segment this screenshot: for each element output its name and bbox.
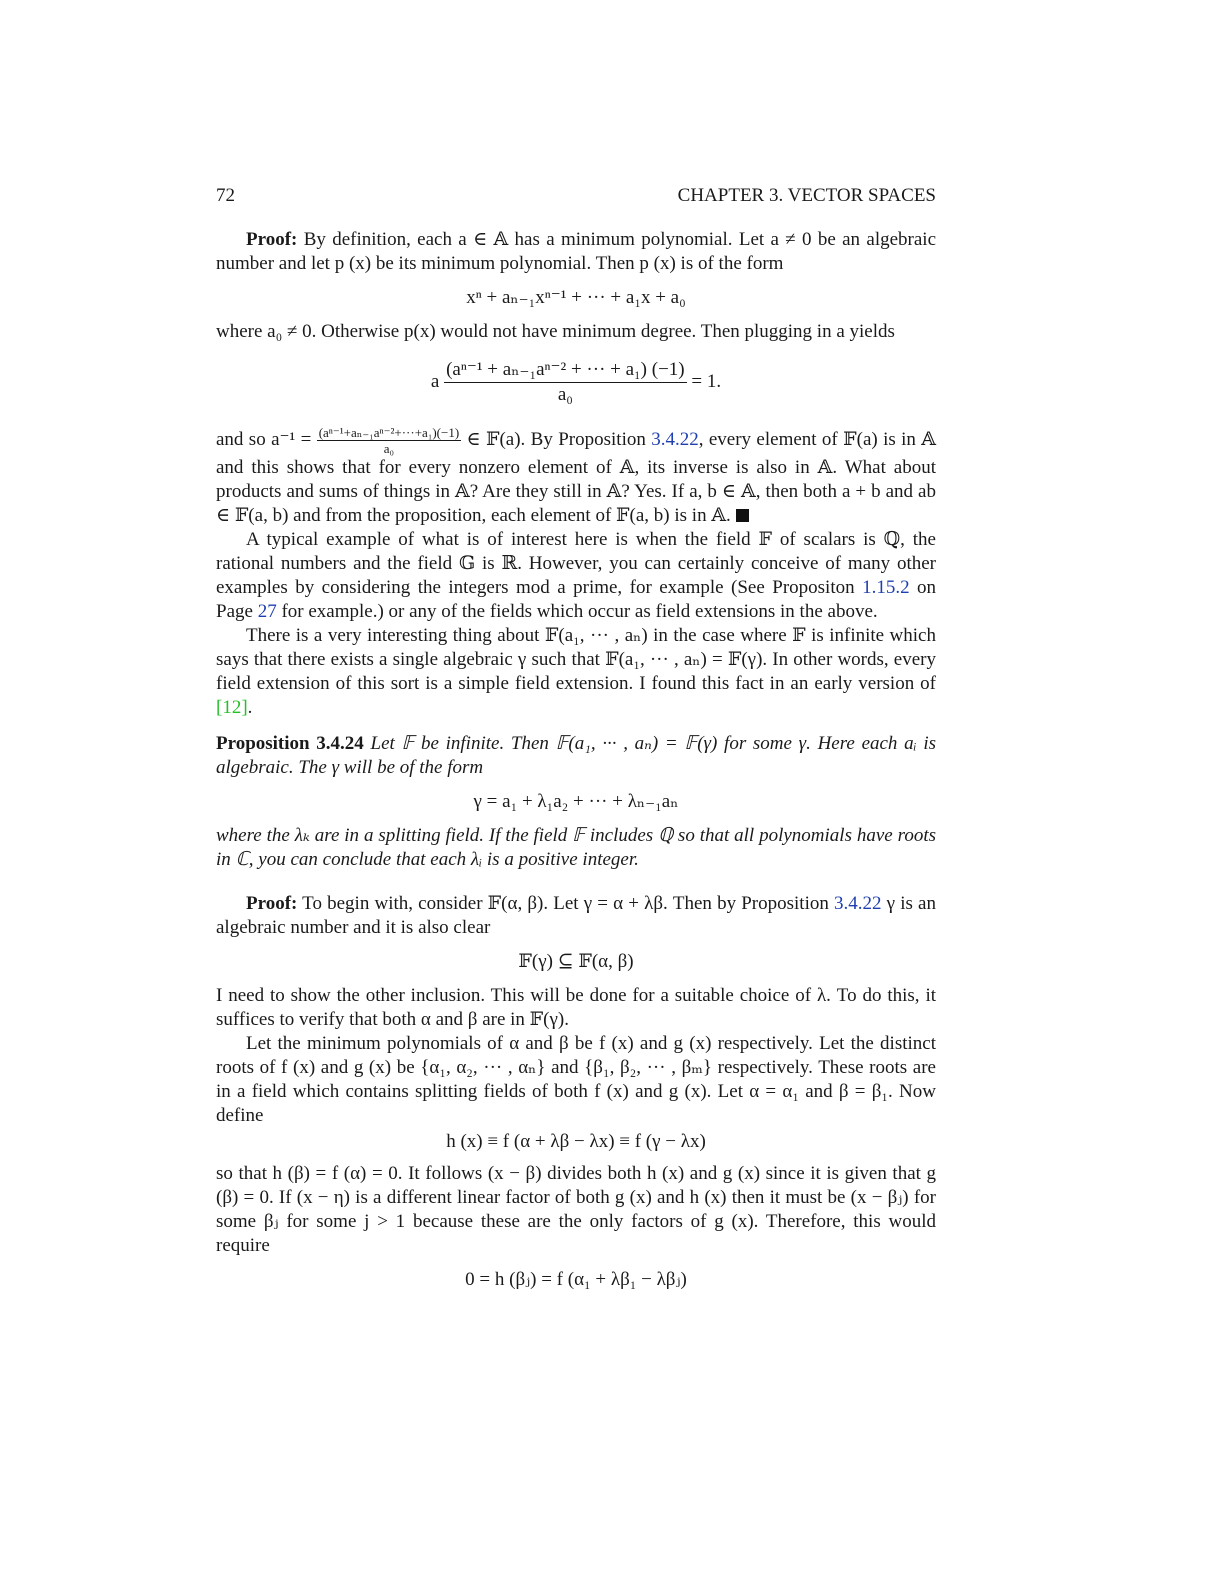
proof2-text1: To begin with, consider 𝔽(α, β). Let γ = α + λβ. Then by Proposition xyxy=(302,893,829,914)
proposition-text2 xyxy=(216,824,936,872)
equation-plug-in xyxy=(216,358,936,407)
eq-suffix: = 1. xyxy=(691,370,722,392)
paragraph-inverse xyxy=(216,425,936,528)
equation-minimum-polynomial: xⁿ + aₙ₋₁xⁿ⁻¹ + ··· + a₁x + a₀ xyxy=(466,287,686,308)
proof2-text3: I need to show the other inclusion. This will be done for a suitable choice of λ. To do this, it suffices to verify that both α and β are in 𝔽(γ). xyxy=(216,985,936,1030)
para3-mid: ∈ 𝔽(a). By Proposition xyxy=(466,428,646,450)
eq-denominator: a₀ xyxy=(557,384,573,405)
proof-paragraph-1 xyxy=(216,228,936,276)
proof-paragraph-2 xyxy=(216,892,936,940)
qed-symbol xyxy=(736,509,749,522)
propositon-link[interactable]: 1.15.2 xyxy=(862,577,910,598)
paragraph-interesting xyxy=(216,624,936,720)
page-number: 72 xyxy=(216,185,235,206)
proof2-text2: γ is an algebraic number and it is also clear xyxy=(216,893,936,938)
para4-text1: A typical example of what is of interest here is when the field 𝔽 of scalars is ℚ, the rational numbers and the field 𝔾 is ℝ. However, you can certainly conceive of many other examples by considering the integers mod a prime, for example (See Propositon xyxy=(216,529,936,598)
proposition-text2-em: where the λₖ are in a splitting field. If the field 𝔽 includes ℚ so that all polynomials have roots in ℂ, you can conclude that each λᵢ is a positive integer. xyxy=(216,825,936,870)
para5-text1: There is a very interesting thing about 𝔽(a₁, ··· , aₙ) in the case where 𝔽 is infinite which says that there exists a single algebraic γ such that 𝔽(a₁, ··· , aₙ) = 𝔽(γ). In other words, every field extension of this sort is a simple field extension. I found this fact in an early version of xyxy=(216,625,936,694)
equation-gamma: γ = a₁ + λ₁a₂ + ··· + λₙ₋₁aₙ xyxy=(473,791,679,812)
equation-h-definition: h (x) ≡ f (α + λβ − λx) ≡ f (γ − λx) xyxy=(446,1131,706,1152)
proof2-text5: so that h (β) = f (α) = 0. It follows (x − β) divides both h (x) and g (x) since it is given that g (β) = 0. If (x − η) is a different linear factor of both g (x) and h (x) then it must be (x − βⱼ) for some βⱼ for some j > 1 because these are the only factors of g (x). Therefore, this would require xyxy=(216,1163,936,1256)
proposition-link-2[interactable]: 3.4.22 xyxy=(834,893,882,914)
citation-link[interactable]: [12] xyxy=(216,697,248,718)
proof2-text4: Let the minimum polynomials of α and β be f (x) and g (x) respectively. Let the distinct roots of f (x) and g (x) be {α₁, α₂, ··· , αₙ} and {β₁, β₂, ··· , βₘ} respectively. These roots are in a field which contains splitting fields of both f (x) and g (x). Let α = α₁ and β = β₁. Now define xyxy=(216,1033,936,1126)
proof-label: Proof: xyxy=(246,229,298,250)
inline-fraction xyxy=(317,425,461,456)
proposition-statement xyxy=(216,732,936,780)
para4-text3: for example.) or any of the fields which occur as field extensions in the above. xyxy=(281,601,878,622)
eq-prefix: a xyxy=(430,370,440,392)
proposition-label: Proposition 3.4.24 xyxy=(216,733,364,754)
chapter-title: CHAPTER 3. VECTOR SPACES xyxy=(677,185,936,206)
para5-text2: . xyxy=(247,697,253,718)
inline-frac-num: (aⁿ⁻¹+aₙ₋₁aⁿ⁻²+···+a₁)(−1) xyxy=(318,425,460,440)
page-link[interactable]: 27 xyxy=(257,601,277,622)
running-header xyxy=(216,184,936,208)
proof2-label: Proof: xyxy=(246,893,298,914)
inline-frac-den: a₀ xyxy=(383,441,395,456)
proposition-text1: Let 𝔽 be infinite. Then 𝔽(a₁, ··· , aₙ) = 𝔽(γ) for some γ. Here each aᵢ is algebraic. The γ will be of the form xyxy=(216,733,937,778)
text-where: where a₀ ≠ 0. Otherwise p(x) would not have minimum degree. Then plugging in a yields xyxy=(216,321,895,342)
para4-text2: on Page xyxy=(216,577,937,622)
proposition-link[interactable]: 3.4.22 xyxy=(651,428,699,450)
eq-numerator: (aⁿ⁻¹ + aₙ₋₁aⁿ⁻² + ··· + a₁) (−1) xyxy=(444,358,687,383)
paragraph-example xyxy=(216,528,936,624)
page xyxy=(216,184,936,1302)
para3-end: , every element of 𝔽(a) is in 𝔸 and this shows that for every nonzero element of 𝔸, its inverse is also in 𝔸. What about products and sums of things in 𝔸? Are they still in 𝔸? Yes. If a, b ∈ 𝔸, then both a + b and ab ∈ 𝔽(a, b) and from the proposition, each element of 𝔽(a, b) is in 𝔸. xyxy=(216,428,937,526)
proof-text: By definition, each a ∈ 𝔸 has a minimum polynomial. Let a ≠ 0 be an algebraic number and let p (x) be its minimum polynomial. Then p (x) is of the form xyxy=(216,229,937,274)
equation-inclusion: 𝔽(γ) ⊆ 𝔽(α, β) xyxy=(518,951,634,972)
proposition-block xyxy=(216,732,936,872)
para3-start: and so a⁻¹ = xyxy=(216,428,312,450)
eq-fraction xyxy=(444,358,687,407)
equation-final: 0 = h (βⱼ) = f (α₁ + λβ₁ − λβⱼ) xyxy=(465,1269,687,1290)
